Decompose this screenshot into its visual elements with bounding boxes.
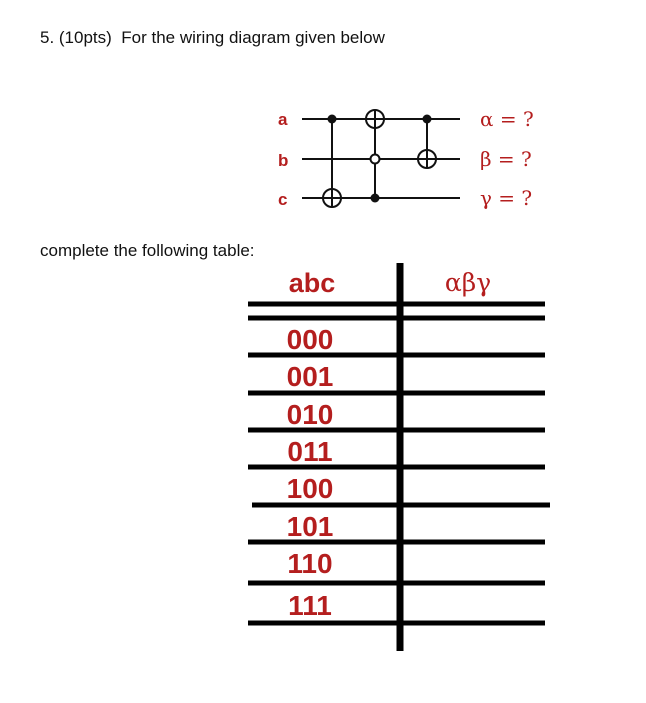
row-input-2: 010: [286, 399, 334, 430]
wire-label-b: b: [278, 151, 289, 170]
instruction-text: complete the following table:: [40, 241, 255, 260]
output-label-alpha: α = ?: [480, 107, 534, 131]
gate-toffoli: [366, 110, 384, 203]
row-input-5: 101: [286, 511, 334, 542]
answer-cell-5[interactable]: [408, 510, 544, 538]
answer-cell-6[interactable]: [408, 547, 544, 579]
header-input: abc: [288, 268, 336, 298]
control-dot-filled: [423, 115, 432, 124]
wiring-diagram: [270, 95, 545, 220]
row-input-1: 001: [286, 361, 334, 392]
output-label-beta: β = ?: [480, 147, 532, 171]
row-input-4: 100: [286, 473, 334, 504]
answer-cell-4[interactable]: [408, 472, 544, 501]
wire-label-c: c: [278, 190, 288, 209]
wire-label-a: a: [278, 110, 288, 129]
answer-cell-7[interactable]: [408, 588, 544, 619]
truth-table: [230, 255, 560, 660]
header-output: αβγ: [444, 268, 492, 297]
control-dot-filled: [371, 194, 380, 203]
row-input-6: 110: [287, 548, 333, 579]
answer-cell-0[interactable]: [408, 323, 544, 351]
answer-cell-1[interactable]: [408, 360, 544, 389]
answer-cell-3[interactable]: [408, 435, 544, 463]
output-label-gamma: γ = ?: [480, 186, 533, 210]
answer-cell-2[interactable]: [408, 398, 544, 426]
gate-cnot-2: [418, 115, 436, 169]
question-text: 5. (10pts) For the wiring diagram given below: [40, 28, 385, 47]
control-dot-filled: [328, 115, 337, 124]
row-input-3: 011: [287, 436, 333, 467]
control-dot-open: [371, 155, 380, 164]
gate-cnot-1: [323, 115, 341, 208]
row-input-7: 111: [288, 590, 332, 621]
row-input-0: 000: [286, 324, 334, 355]
